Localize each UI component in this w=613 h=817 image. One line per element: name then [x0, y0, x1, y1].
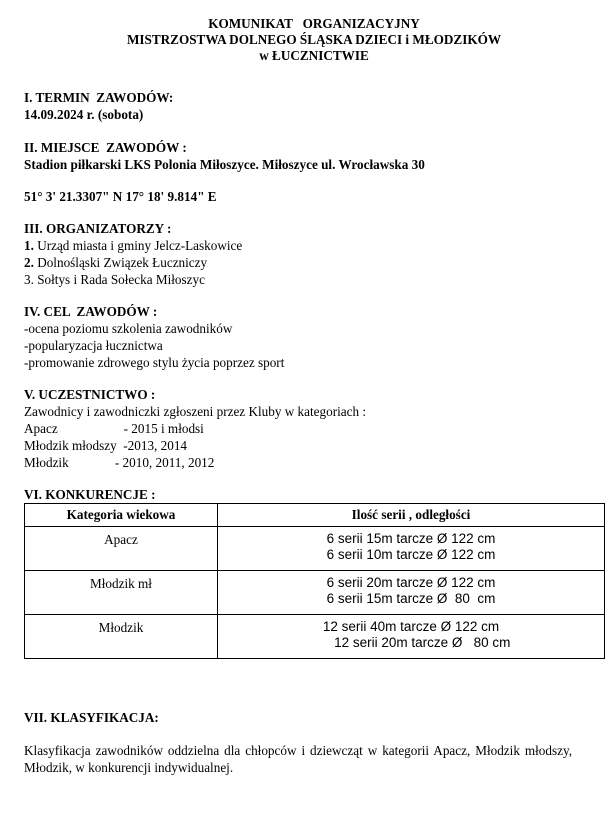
section-termin	[24, 89, 604, 123]
classification-text: Klasyfikacja zawodników oddzielna dla chłopców i dziewcząt w kategorii Apacz, Młodzik młodszy, Młodzik, w konkurencji indywidualnej.	[24, 743, 572, 775]
series-cell	[218, 615, 605, 659]
list-text: Dolnośląski Związek Łuczniczy	[33, 255, 208, 270]
table-row	[25, 571, 605, 615]
event-coordinates: 51° 3' 21.3307" N 17° 18' 9.814" E	[24, 189, 217, 204]
list-item	[24, 237, 604, 254]
series-line: 6 serii 15m tarcze Ø 122 cm	[326, 531, 496, 546]
list-item: -ocena poziomu szkolenia zawodników	[24, 321, 233, 336]
title-line-3: w ŁUCZNICTWIE	[259, 48, 369, 63]
series-line: 6 serii 20m tarcze Ø 122 cm	[326, 575, 496, 590]
section-heading: II. MIEJSCE ZAWODÓW :	[24, 140, 187, 155]
list-item	[24, 271, 604, 288]
title-line-2: MISTRZOSTWA DOLNEGO ŚLĄSKA DZIECI i MŁODZIKÓW	[126, 32, 502, 47]
section-klasyfikacja	[24, 709, 604, 776]
list-text: Urząd miasta i gminy Jelcz-Laskowice	[33, 238, 243, 253]
list-item: Młodzik - 2010, 2011, 2012	[24, 455, 215, 470]
section-heading: III. ORGANIZATORZY :	[24, 221, 172, 236]
series-line: 6 serii 10m tarcze Ø 122 cm	[326, 547, 496, 562]
table-row	[25, 527, 605, 571]
list-item: -popularyzacja łucznictwa	[24, 338, 163, 353]
document-page	[24, 16, 604, 776]
category-cell: Młodzik mł	[25, 571, 218, 615]
list-item: Apacz - 2015 i młodsi	[24, 421, 204, 436]
list-text: 3. Sołtys i Rada Sołecka Miłoszyc	[24, 272, 205, 287]
list-item: Młodzik młodszy -2013, 2014	[24, 438, 188, 453]
section-miejsce	[24, 139, 604, 205]
section-konkurencje	[24, 486, 604, 659]
series-line: 12 serii 20m tarcze Ø 80 cm	[311, 635, 511, 650]
list-number: 2.	[24, 255, 34, 270]
competition-table	[24, 503, 605, 659]
section-organizatorzy	[24, 220, 604, 288]
section-intro: Zawodnicy i zawodniczki zgłoszeni przez Kluby w kategoriach :	[24, 404, 367, 419]
event-place: Stadion piłkarski LKS Polonia Miłoszyce. Miłoszyce ul. Wrocławska 30	[24, 157, 425, 172]
series-line: 12 serii 40m tarcze Ø 122 cm	[322, 619, 500, 634]
document-title	[24, 16, 604, 64]
section-heading: VI. KONKURENCJE :	[24, 487, 156, 502]
title-line-1: KOMUNIKAT ORGANIZACYJNY	[208, 16, 420, 31]
list-item: -promowanie zdrowego stylu życia poprzez sport	[24, 355, 285, 370]
section-heading: V. UCZESTNICTWO :	[24, 387, 156, 402]
column-header-series: Ilość serii , odległości	[218, 504, 605, 527]
section-uczestnictwo	[24, 386, 604, 471]
category-cell: Młodzik	[25, 615, 218, 659]
category-cell: Apacz	[25, 527, 218, 571]
section-heading: IV. CEL ZAWODÓW :	[24, 304, 158, 319]
section-cel	[24, 303, 604, 371]
section-heading: I. TERMIN ZAWODÓW:	[24, 90, 174, 105]
column-header-category: Kategoria wiekowa	[25, 504, 218, 527]
event-date: 14.09.2024 r. (sobota)	[24, 107, 144, 122]
list-item	[24, 254, 604, 271]
section-heading: VII. KLASYFIKACJA:	[24, 710, 159, 725]
list-number: 1.	[24, 238, 34, 253]
series-cell	[218, 571, 605, 615]
table-header-row	[25, 504, 605, 527]
series-line: 6 serii 15m tarcze Ø 80 cm	[326, 591, 496, 606]
series-cell	[218, 527, 605, 571]
table-row	[25, 615, 605, 659]
